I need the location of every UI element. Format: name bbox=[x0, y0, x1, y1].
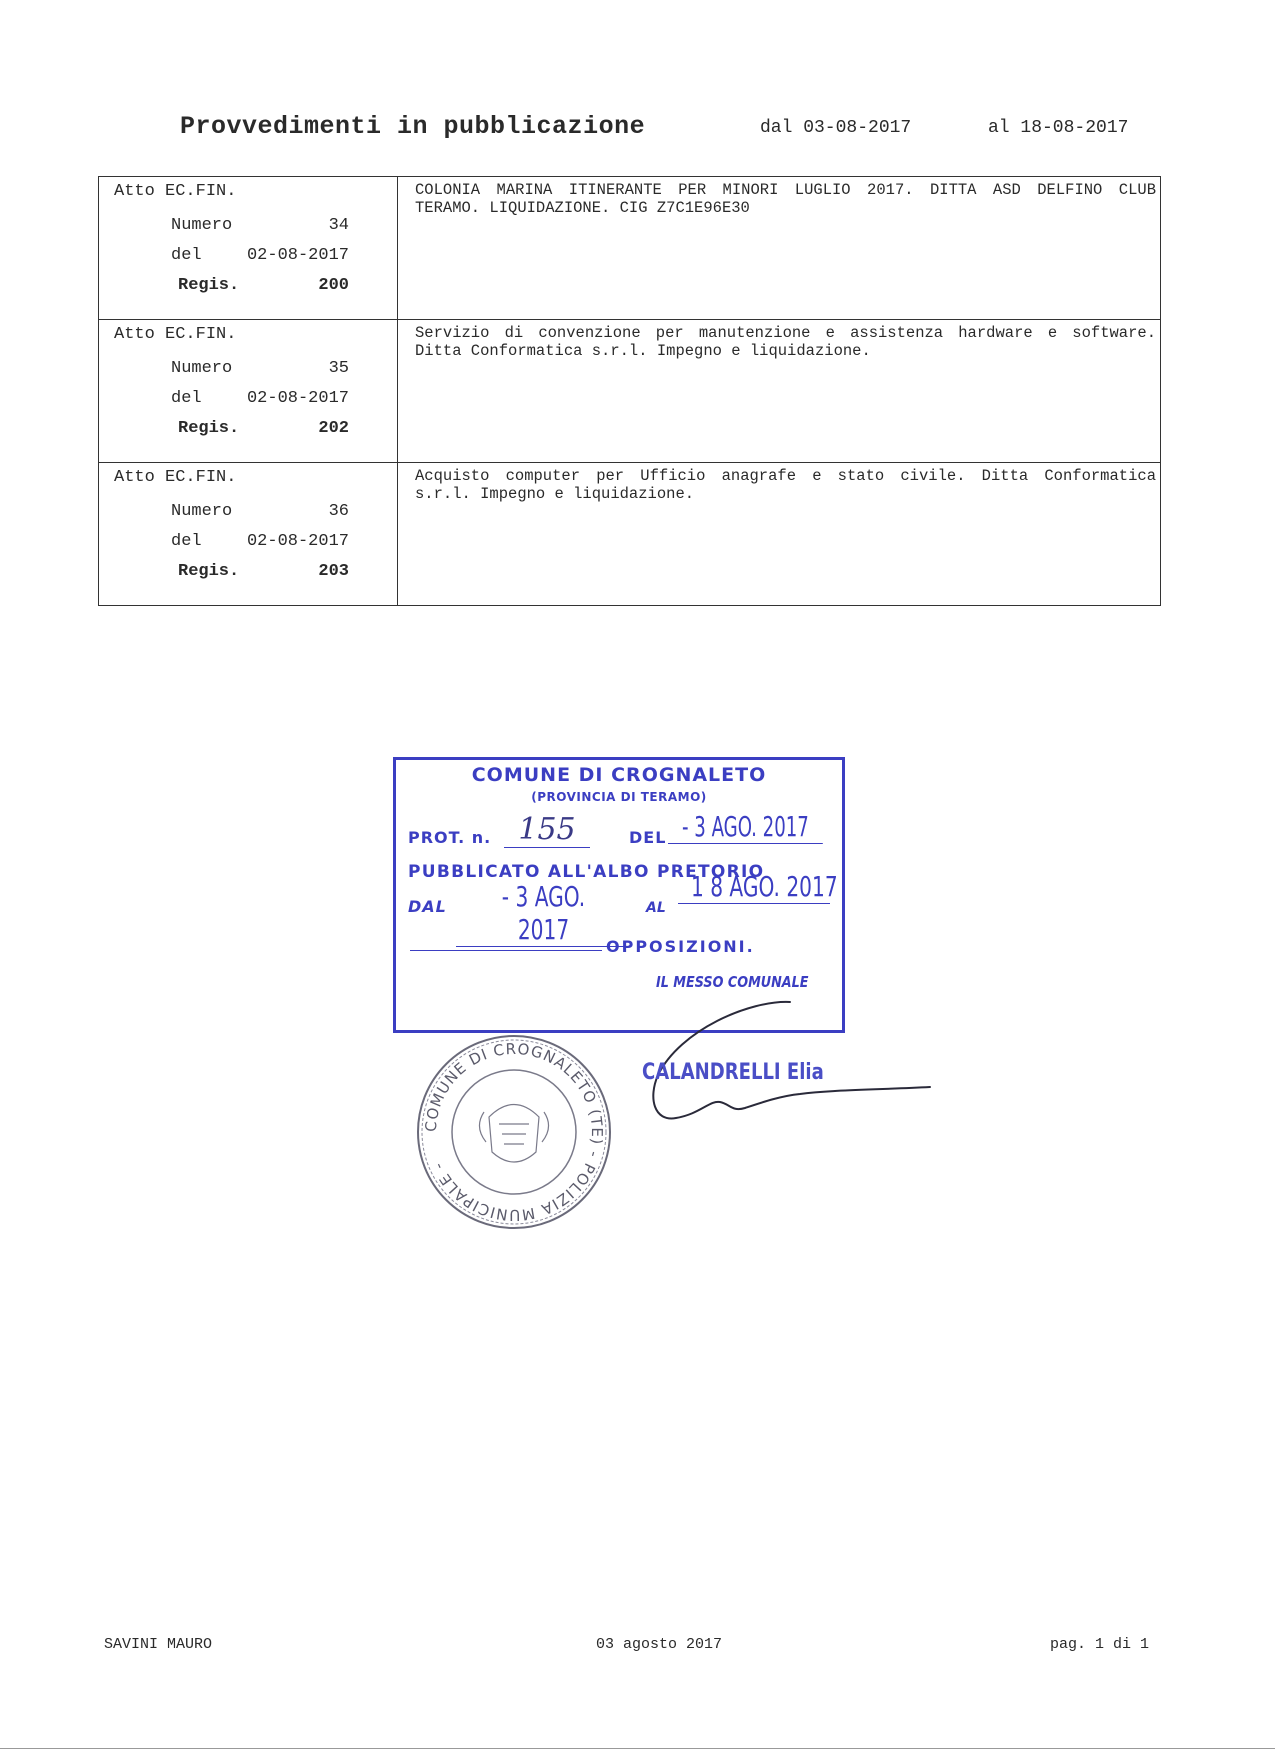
act-description-cell bbox=[398, 320, 1161, 463]
stamp-provincia: (PROVINCIA DI TERAMO) bbox=[531, 790, 707, 804]
register-number: 203 bbox=[318, 562, 349, 581]
act-number: 36 bbox=[328, 502, 349, 521]
act-type: Atto EC.FIN. bbox=[114, 468, 237, 487]
act-description-cell bbox=[398, 177, 1161, 320]
stamp-prot-label: PROT. n. bbox=[408, 828, 492, 847]
scan-edge-line bbox=[0, 1748, 1275, 1749]
table-row bbox=[99, 463, 1161, 606]
stamp-del-label: DEL bbox=[629, 828, 667, 847]
footer-page-number: pag. 1 di 1 bbox=[1050, 1636, 1150, 1653]
stamp-al-date-field bbox=[678, 870, 838, 904]
register-label: Regis. bbox=[178, 276, 240, 295]
number-label: Numero bbox=[171, 216, 233, 235]
table-row bbox=[99, 320, 1161, 463]
number-label: Numero bbox=[171, 502, 233, 521]
signatory-name: CALANDRELLI Elia bbox=[642, 1060, 824, 1085]
stamp-al-date: 1 8 AGO. 2017 bbox=[690, 870, 838, 903]
document-header bbox=[0, 112, 1275, 146]
number-label: Numero bbox=[171, 359, 233, 378]
date-label: del bbox=[171, 246, 202, 265]
act-description: Servizio di convenzione per manutenzione e assistenza hardware e software. Ditta Conformatica s.r.l. Impegno e liquidazione. bbox=[415, 324, 1156, 360]
act-meta-cell bbox=[99, 463, 398, 606]
seal-text: COMUNE DI CROGNALETO (TE) - POLIZIA MUNICIPALE - bbox=[421, 1039, 607, 1225]
act-number: 35 bbox=[328, 359, 349, 378]
publication-end-date: al 18-08-2017 bbox=[988, 118, 1129, 138]
act-number: 34 bbox=[328, 216, 349, 235]
register-label: Regis. bbox=[178, 419, 240, 438]
svg-text:COMUNE DI CROGNALETO (TE) - PO bbox=[422, 1040, 606, 1224]
stamp-prot-number: 155 bbox=[504, 812, 590, 848]
act-description: Acquisto computer per Ufficio anagrafe e stato civile. Ditta Conformatica s.r.l. Impegno e liquidazione. bbox=[415, 467, 1156, 503]
stamp-opposizioni-line bbox=[410, 950, 602, 951]
stamp-dal-label: DAL bbox=[408, 897, 447, 916]
act-description-cell bbox=[398, 463, 1161, 606]
date-label: del bbox=[171, 532, 202, 551]
stamp-dal-date: - 3 AGO. 2017 bbox=[501, 880, 586, 946]
register-label: Regis. bbox=[178, 562, 240, 581]
act-date: 02-08-2017 bbox=[246, 532, 349, 551]
act-type: Atto EC.FIN. bbox=[114, 182, 237, 201]
document-title: Provvedimenti in pubblicazione bbox=[180, 112, 646, 141]
stamp-opposizioni: OPPOSIZIONI. bbox=[606, 937, 755, 956]
stamp-del-date: - 3 AGO. 2017 bbox=[668, 810, 823, 844]
act-date: 02-08-2017 bbox=[246, 246, 349, 265]
stamp-comune: COMUNE DI CROGNALETO bbox=[471, 764, 767, 786]
act-meta-cell bbox=[99, 177, 398, 320]
stamp-dal-date-field bbox=[456, 880, 631, 947]
register-number: 202 bbox=[318, 419, 349, 438]
footer-date: 03 agosto 2017 bbox=[596, 1636, 723, 1653]
publication-start-date: dal 03-08-2017 bbox=[760, 118, 912, 138]
stamp-messo-comunale: IL MESSO COMUNALE bbox=[656, 973, 809, 991]
table-row bbox=[99, 177, 1161, 320]
register-number: 200 bbox=[318, 276, 349, 295]
round-seal-icon bbox=[414, 1032, 614, 1232]
date-label: del bbox=[171, 389, 202, 408]
stamp-al-label: AL bbox=[646, 900, 666, 916]
footer-author: SAVINI MAURO bbox=[104, 1636, 213, 1653]
act-meta-cell bbox=[99, 320, 398, 463]
stamp-pubblicato: PUBBLICATO ALL'ALBO PRETORIO bbox=[408, 862, 765, 882]
act-date: 02-08-2017 bbox=[246, 389, 349, 408]
act-type: Atto EC.FIN. bbox=[114, 325, 237, 344]
act-description: COLONIA MARINA ITINERANTE PER MINORI LUGLIO 2017. DITTA ASD DELFINO CLUB TERAMO. LIQUIDAZIONE. CIG Z7C1E96E30 bbox=[415, 181, 1156, 217]
acts-table bbox=[98, 176, 1161, 606]
